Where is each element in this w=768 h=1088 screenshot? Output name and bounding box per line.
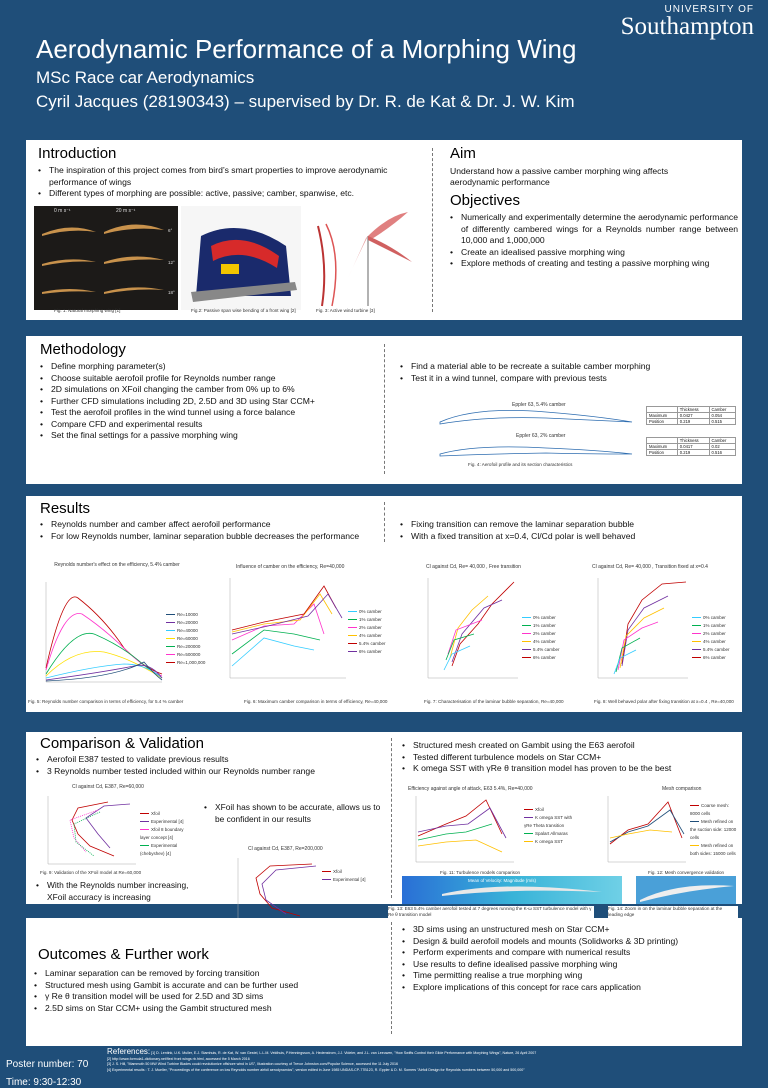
list-item: • Set the final settings for a passive morphing wing xyxy=(38,430,398,442)
cl-cd-free-chart xyxy=(422,574,520,684)
intro-heading: Introduction xyxy=(38,145,117,162)
chart-legend xyxy=(166,611,205,667)
legend-item: Spalart Allmaras xyxy=(535,831,568,836)
mesh-comparison-chart xyxy=(598,794,688,868)
fig7-caption: Fig. 7: Characterisation of the laminar bubble separation, Re=40,000 xyxy=(424,699,564,704)
chart-title: Cl against Cd, Re= 40,000 , Free transition xyxy=(426,564,521,570)
reynolds-note xyxy=(34,880,204,903)
list-item: • Choose suitable aerofoil profile for Reynolds number range xyxy=(38,373,398,385)
legend-item: Xfoil xyxy=(535,807,544,812)
legend-item: 5.4% camber xyxy=(359,641,386,646)
list-item: • XFoil has shown to be accurate, allows us to be confident in our results xyxy=(202,802,388,825)
aim-heading: Aim xyxy=(450,145,476,162)
list-item: • For low Reynolds number, laminar separation bubble decreases the performance xyxy=(38,531,378,543)
fig3-caption: Fig. 3: Active wind turbine [3] xyxy=(316,308,375,313)
validation-re200k-chart xyxy=(230,856,320,924)
legend-item: Experimental (chebyshev) [4] xyxy=(140,843,178,856)
divider xyxy=(384,344,385,474)
chart-legend xyxy=(524,806,580,846)
aerofoil-label: Eppler 63, 2% camber xyxy=(516,433,566,439)
legend-item: Coarse mesh: 8000 cells xyxy=(690,803,730,816)
chart-legend xyxy=(348,608,386,656)
list-item: • γ Re θ transition model will be used for 2.5D and 3D sims xyxy=(32,991,382,1003)
legend-item: Re=500000 xyxy=(177,652,201,657)
legend-item: 6% camber xyxy=(533,655,556,660)
outcomes-panel xyxy=(26,918,742,1046)
legend-item: Experimental [4] xyxy=(333,877,366,882)
list-item: • Define morphing parameter(s) xyxy=(38,361,398,373)
efficiency-re-chart xyxy=(34,578,164,688)
legend-item: 5.4% camber xyxy=(533,647,560,652)
chart-legend xyxy=(522,614,560,662)
legend-item: 6% camber xyxy=(359,649,382,654)
chart-title: Cl against Cd, Re= 40,000 , Transition fixed at x=0.4 xyxy=(592,564,708,570)
list-item: • Aerofoil E387 tested to validate previous results xyxy=(34,754,384,766)
chart-legend xyxy=(692,614,730,662)
list-item: • Test the aerofoil profiles in the wind tunnel using a force balance xyxy=(38,407,398,419)
bird-label: 0 m s⁻¹ xyxy=(54,208,71,214)
results-bullets xyxy=(38,519,378,542)
list-item: • Test it in a wind tunnel, compare with previous tests xyxy=(398,373,738,385)
divider xyxy=(391,738,392,898)
list-item: • Explore methods of creating and testing a passive morphing wing xyxy=(448,258,738,270)
mesh-label: Mean of Velocity: Magnitude (m/s) xyxy=(468,878,537,883)
list-item: • Find a material able to be recreate a suitable camber morphing xyxy=(398,361,738,373)
reference-item: [4] Experimental results : T. J. Mueller, "Proceedings of the conference on low Reynolds number airfoil aerodynamics", version edited in June 1985 UNDAS-CP-77B123, R. Eppler & D. M. Somers "Airfoil Design for Reynolds numbers between 50,000 and 500,000" xyxy=(107,1067,525,1072)
legend-item: 1% camber xyxy=(703,623,726,628)
list-item: • Structured mesh using Gambit is accurate and can be further used xyxy=(32,980,382,992)
table-cell: Maximum xyxy=(647,444,678,450)
table-cell: 0.054 xyxy=(709,413,736,419)
methodology-bullets xyxy=(38,361,398,442)
references xyxy=(107,1049,757,1073)
poster-title: Aerodynamic Performance of a Morphing Wing xyxy=(36,34,577,64)
list-item: • Use results to define idealised passive morphing wing xyxy=(400,959,740,971)
legend-item: 1% camber xyxy=(359,617,382,622)
intro-bullets xyxy=(36,165,418,200)
poster-number: Poster number: 70 xyxy=(6,1059,89,1070)
legend-item: 2% camber xyxy=(703,631,726,636)
list-item: • Laminar separation can be removed by forcing transition xyxy=(32,968,382,980)
aerofoil-label: Eppler 63, 5.4% camber xyxy=(512,402,566,408)
list-item: • Time permitting realise a true morphing wing xyxy=(400,970,740,982)
divider xyxy=(432,148,433,312)
table-cell: Position xyxy=(647,450,678,456)
front-wing-image xyxy=(181,206,301,310)
validation-re60k-chart xyxy=(38,794,138,870)
cfd-zoom-image xyxy=(636,876,736,904)
bird-label: 18° xyxy=(168,290,175,295)
poster-header xyxy=(0,0,768,132)
divider xyxy=(391,922,392,1034)
chart-title: Cl against Cd, E387, Re=60,000 xyxy=(72,784,144,790)
results-panel xyxy=(26,496,742,712)
table-cell: 0.02 xyxy=(709,444,736,450)
references-label: References: xyxy=(107,1047,151,1056)
poster-authors: Cyril Jacques (28190343) – supervised by Dr. R. de Kat & Dr. J. W. Kim xyxy=(36,92,575,111)
methodology-right-bullets xyxy=(398,361,738,384)
legend-item: Re=200000 xyxy=(177,644,201,649)
chart-legend xyxy=(140,810,190,858)
bird-label: 12° xyxy=(168,260,175,265)
legend-item: Re=10000 xyxy=(177,612,198,617)
outcomes-bullets xyxy=(32,968,382,1014)
legend-item: Mesh refined on the suction side: 12000 cells xyxy=(690,819,737,840)
turbulence-models-chart xyxy=(406,794,516,868)
logo-top-text: UNIVERSITY OF xyxy=(664,4,754,15)
fig4-caption: Fig. 4: Aerofoil profile and its section characteristics xyxy=(468,462,573,467)
fig14-caption: Fig. 14: Zoom in on the laminar bubble separation at the leading edge xyxy=(608,906,738,918)
section-table-1 xyxy=(646,406,736,425)
poster-time: Time: 9:30-12:30 xyxy=(6,1077,82,1088)
table-header: Camber xyxy=(709,407,736,413)
fig11-caption: Fig. 11: Turbulence models comparison xyxy=(440,870,521,875)
divider xyxy=(384,502,385,542)
legend-item: 2% camber xyxy=(533,631,556,636)
cl-cd-fixed-chart xyxy=(592,574,690,684)
comparison-heading: Comparison & Validation xyxy=(40,735,204,752)
results-heading: Results xyxy=(40,500,91,517)
list-item: • 3D sims using an unstructured mesh on Star CCM+ xyxy=(400,924,740,936)
fig8-caption: Fig. 8: Well behaved polar after fixing transition at x=0.4 , Re=40,000 xyxy=(594,699,734,704)
table-cell: Position xyxy=(647,419,678,425)
chart-legend xyxy=(690,802,738,858)
table-cell: 0.516 xyxy=(709,450,736,456)
fig12-caption: Fig. 12: Mesh convergence validation xyxy=(648,870,725,875)
legend-item: 0% camber xyxy=(359,609,382,614)
xfoil-note xyxy=(202,802,388,825)
fig5-caption: Fig. 5: Reynolds number comparison in terms of efficiency, for 5.4 % camber xyxy=(28,699,184,704)
chart-title: Cl against Cd, E387, Re=200,000 xyxy=(248,846,323,852)
legend-item: Xfoil 8 boundary layer concept [4] xyxy=(140,827,184,840)
university-logo xyxy=(584,4,754,44)
list-item: • 3 Reynolds number tested included within our Reynolds number range xyxy=(34,766,384,778)
list-item: • With a fixed transition at x=0.4, Cl/Cd polar is well behaved xyxy=(398,531,738,543)
legend-item: Re=1,000,000 xyxy=(177,660,206,665)
list-item: • With the Reynolds number increasing, XFoil accuracy is increasing xyxy=(34,880,204,903)
poster-subtitle: MSc Race car Aerodynamics xyxy=(36,68,255,87)
results-right-bullets xyxy=(398,519,738,542)
legend-item: Re=20000 xyxy=(177,620,198,625)
methodology-heading: Methodology xyxy=(40,341,126,358)
table-cell: Maximum xyxy=(647,413,678,419)
list-item: • K omega SST with γRe θ transition model has proven to be the best xyxy=(400,763,740,775)
list-item: • Further CFD simulations including 2D, 2.5D and 3D using Star CCM+ xyxy=(38,396,398,408)
legend-item: 4% camber xyxy=(359,633,382,638)
legend-item: 4% camber xyxy=(703,639,726,644)
table-cell: 0.219 xyxy=(677,450,709,456)
fig6-caption: Fig. 6: Maximum camber comparison in terms of efficiency, Re=40,000 xyxy=(244,699,388,704)
list-item: • 2.5D sims on Star CCM+ using the Gambit structured mesh xyxy=(32,1003,382,1015)
table-header: Thickness xyxy=(677,407,709,413)
comparison-bullets xyxy=(34,754,384,777)
objectives-bullets xyxy=(448,212,738,270)
table-header: Thickness xyxy=(677,438,709,444)
methodology-panel xyxy=(26,336,742,484)
list-item: • Fixing transition can remove the laminar separation bubble xyxy=(398,519,738,531)
list-item: • Perform experiments and compare with numerical results xyxy=(400,947,740,959)
table-cell: 0.219 xyxy=(677,419,709,425)
outcomes-heading: Outcomes & Further work xyxy=(38,946,209,963)
fig2-caption: Fig.2: Passive span wise bending of a front wing [2] xyxy=(191,308,296,313)
wind-turbine-image xyxy=(308,206,418,310)
fig9-caption: Fig. 9: Validation of the XFoil model at Re=60,000 xyxy=(40,870,142,875)
table-cell: 0.0417 xyxy=(677,444,709,450)
legend-item: 4% camber xyxy=(533,639,556,644)
bird-label: 20 m s⁻¹ xyxy=(116,208,136,214)
legend-item: Mesh refined on both sides: 15000 cells xyxy=(690,843,736,856)
legend-item: Experimental [4] xyxy=(151,819,184,824)
outcomes-right-bullets xyxy=(400,924,740,993)
list-item: • Different types of morphing are possible: active, passive; camber, spanwise, etc. xyxy=(36,188,418,200)
chart-legend xyxy=(322,868,378,884)
table-header: Camber xyxy=(709,438,736,444)
table-cell: 0.515 xyxy=(709,419,736,425)
legend-item: Xfoil xyxy=(151,811,160,816)
list-item: • Compare CFD and experimental results xyxy=(38,419,398,431)
chart-title: Reynolds number's effect on the efficiency, 5.4% camber xyxy=(54,562,180,568)
legend-item: 1% camber xyxy=(533,623,556,628)
legend-item: Re=40000 xyxy=(177,628,198,633)
legend-item: 5.4% camber xyxy=(703,647,730,652)
table-cell: 0.0427 xyxy=(677,413,709,419)
legend-item: K omega SST xyxy=(535,839,564,844)
chart-title: Influence of camber on the efficiency, Re=40,000 xyxy=(236,564,345,570)
legend-item: Re=60000 xyxy=(177,636,198,641)
chart-title: Mesh comparison xyxy=(662,786,702,792)
objectives-heading: Objectives xyxy=(450,192,521,209)
list-item: • Create an idealised passive morphing wing xyxy=(448,247,738,259)
efficiency-camber-chart xyxy=(224,574,348,684)
list-item: • Structured mesh created on Gambit using the E63 aerofoil xyxy=(400,740,740,752)
bird-wing-image xyxy=(34,206,178,310)
reference-item: [1] D. Lentink, U.K. Muller, E.J. Stamhuis, R. de Kat, W. van Gestel, L.L.M. Veldhuis, P.Henningsson, A. Hedenstrom, J.J. Videler, and J.L. van Leeuwen, "How Swifts Control their Glide Performance with Morphing Wings", Nature, 26 April 2007 xyxy=(151,1051,537,1055)
section-table-2 xyxy=(646,437,736,456)
list-item: • 2D simulations on XFoil changing the camber from 0% up to 6% xyxy=(38,384,398,396)
list-item: • Explore implications of this concept for race cars application xyxy=(400,982,740,994)
reference-item: [3] J. S. Hill, "Mammoth 50 MW Wind Turbine Blades could revolutionize offshore wind in US", Illustration courtesy of Trevor Johnston.com/Popular Science, accessed the 11 July 2016 xyxy=(107,1062,399,1067)
list-item: • Numerically and experimentally determine the aerodynamic performance of differently cambered wings for a Reynolds number range between 10,000 and 1,000,000 xyxy=(448,212,738,247)
intro-aim-panel xyxy=(26,140,742,320)
comparison-panel xyxy=(26,732,742,904)
chart-title: Efficiency against angle of attack, E63 5.4%, Re=40,000 xyxy=(408,786,533,792)
legend-item: 0% camber xyxy=(703,615,726,620)
legend-item: 6% camber xyxy=(703,655,726,660)
aerofoil-drawing xyxy=(436,408,636,468)
legend-item: 0% camber xyxy=(533,615,556,620)
aim-text: Understand how a passive camber morphing wing affects aerodynamic performance xyxy=(450,166,669,187)
reference-item: [2] http://www.formula1-dictionary.net/flexi front wings rb.html, accessed the 5 March 2016 xyxy=(107,1056,250,1061)
fig13-caption: Fig. 13: E63 5.4% camber aerofoil tested at 7 degrees running the K-ω SST turbulence model with γ Re θ transition model xyxy=(388,906,594,918)
fig1-caption: Fig. 1: Natural morphing wing [1] xyxy=(54,308,121,313)
bird-wing-drawing xyxy=(34,206,178,310)
legend-item: K omega SST with γRe Theta transition xyxy=(524,815,573,828)
comparison-right-bullets xyxy=(400,740,740,775)
list-item: • Tested different turbulence models on Star CCM+ xyxy=(400,752,740,764)
bird-label: 6° xyxy=(168,228,173,233)
list-item: • Reynolds number and camber affect aerofoil performance xyxy=(38,519,378,531)
list-item: • The inspiration of this project comes from bird’s smart properties to improve aerodynamic performance of wings xyxy=(36,165,418,188)
legend-item: Xfoil xyxy=(333,869,342,874)
legend-item: 2% camber xyxy=(359,625,382,630)
list-item: • Design & build aerofoil models and mounts (Solidworks & 3D printing) xyxy=(400,936,740,948)
logo-main-text: Southampton xyxy=(620,13,754,40)
